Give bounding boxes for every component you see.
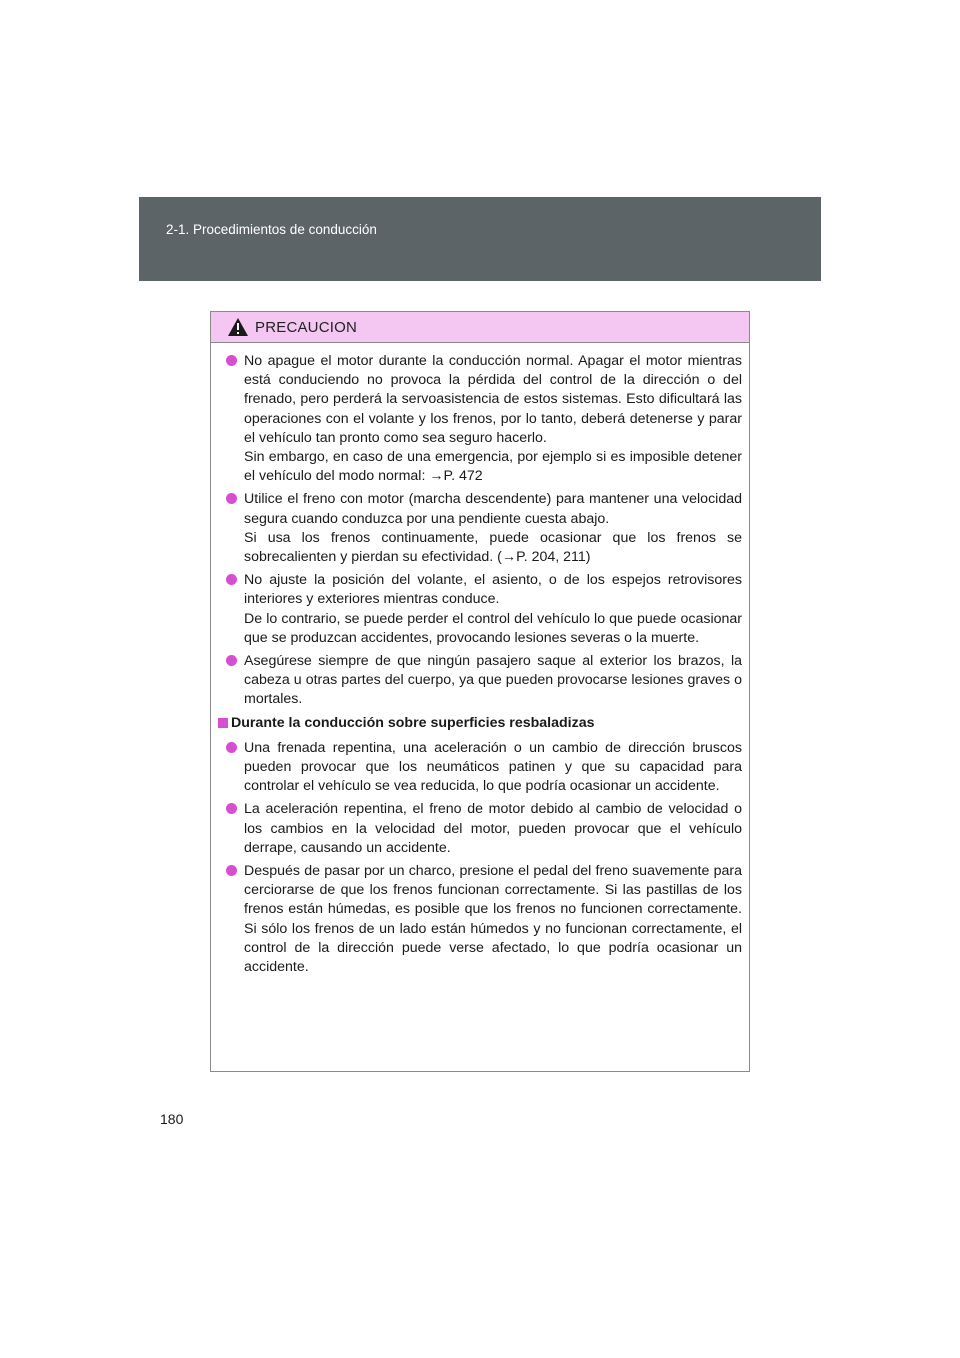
caution-paragraph: No ajuste la posición del volante, el asiento, o de los espejos retrovisores interiores y exteriores mientras conduce.	[244, 572, 742, 608]
caution-item	[215, 800, 742, 858]
bullet-dot-icon	[226, 655, 237, 666]
section-header-bar	[139, 197, 821, 281]
section-heading-text: Durante la conducción sobre superficies resbaladizas	[231, 714, 595, 731]
caution-item	[215, 862, 742, 977]
caution-item	[215, 571, 742, 648]
caution-paragraph: Utilice el freno con motor (marcha descendente) para mantener una velocidad segura cuando conduzca por una pendiente cuesta abajo.	[244, 491, 742, 527]
caution-paragraph: No apague el motor durante la conducción normal. Apagar el motor mientras está conduciendo no provoca la pérdida del control de la dirección o del frenado, pero perderá la servoasistencia de estos sistemas. Esto dificultará las operaciones con el volante y los frenos, por lo tanto, deberá detenerse y parar el vehículo tan pronto como sea seguro hacerlo.	[244, 353, 742, 446]
caution-paragraph: Sin embargo, en caso de una emergencia, por ejemplo si es imposible detener el vehículo del modo normal: →P. 472	[244, 449, 742, 485]
square-bullet-icon	[218, 718, 228, 728]
caution-paragraph: La aceleración repentina, el freno de motor debido al cambio de velocidad o los cambios en la velocidad del motor, pueden provocar que el vehículo derrape, causando un accidente.	[244, 801, 742, 856]
caution-paragraph: De lo contrario, se puede perder el control del vehículo lo que puede ocasionar que se produzcan accidentes, provocando lesiones severas o la muerte.	[244, 610, 742, 646]
section-title: 2-1. Procedimientos de conducción	[166, 222, 377, 237]
caution-title: PRECAUCION	[255, 318, 358, 336]
page-number: 180	[160, 1111, 184, 1127]
bullet-dot-icon	[226, 355, 237, 366]
warning-triangle-icon	[227, 317, 249, 337]
caution-paragraph: Después de pasar por un charco, presione el pedal del freno suavemente para cerciorarse de que los frenos funcionan correctamente. Si las pastillas de los frenos están húmedas, es posible que los frenos no funcionen correctamente. Si sólo los frenos de un lado están húmedos y no funcionan correctamente, el control de la dirección puede verse afectado, lo que podría ocasionar un accidente.	[244, 863, 742, 976]
caution-body	[211, 343, 749, 977]
bullet-dot-icon	[226, 865, 237, 876]
caution-paragraph: Si usa los frenos continuamente, puede ocasionar que los frenos se sobrecalienten y pierdan su efectividad. (→P. 204, 211)	[244, 529, 742, 566]
caution-item	[215, 739, 742, 797]
caution-paragraph: Asegúrese siempre de que ningún pasajero saque al exterior los brazos, la cabeza u otras partes del cuerpo, ya que pueden provocarse lesiones graves o mortales.	[244, 653, 742, 708]
caution-item	[215, 490, 742, 567]
caution-item	[215, 352, 742, 486]
bullet-dot-icon	[226, 742, 237, 753]
section-heading	[215, 714, 742, 733]
bullet-dot-icon	[226, 803, 237, 814]
caution-header	[211, 312, 749, 343]
caution-paragraph: Una frenada repentina, una aceleración o un cambio de dirección bruscos pueden provocar que los neumáticos patinen y que su capacidad para controlar el vehículo se vea reducida, lo que podría ocasionar un accidente.	[244, 739, 742, 795]
bullet-dot-icon	[226, 493, 237, 504]
bullet-dot-icon	[226, 574, 237, 585]
caution-box	[210, 311, 750, 1072]
caution-item	[215, 652, 742, 710]
